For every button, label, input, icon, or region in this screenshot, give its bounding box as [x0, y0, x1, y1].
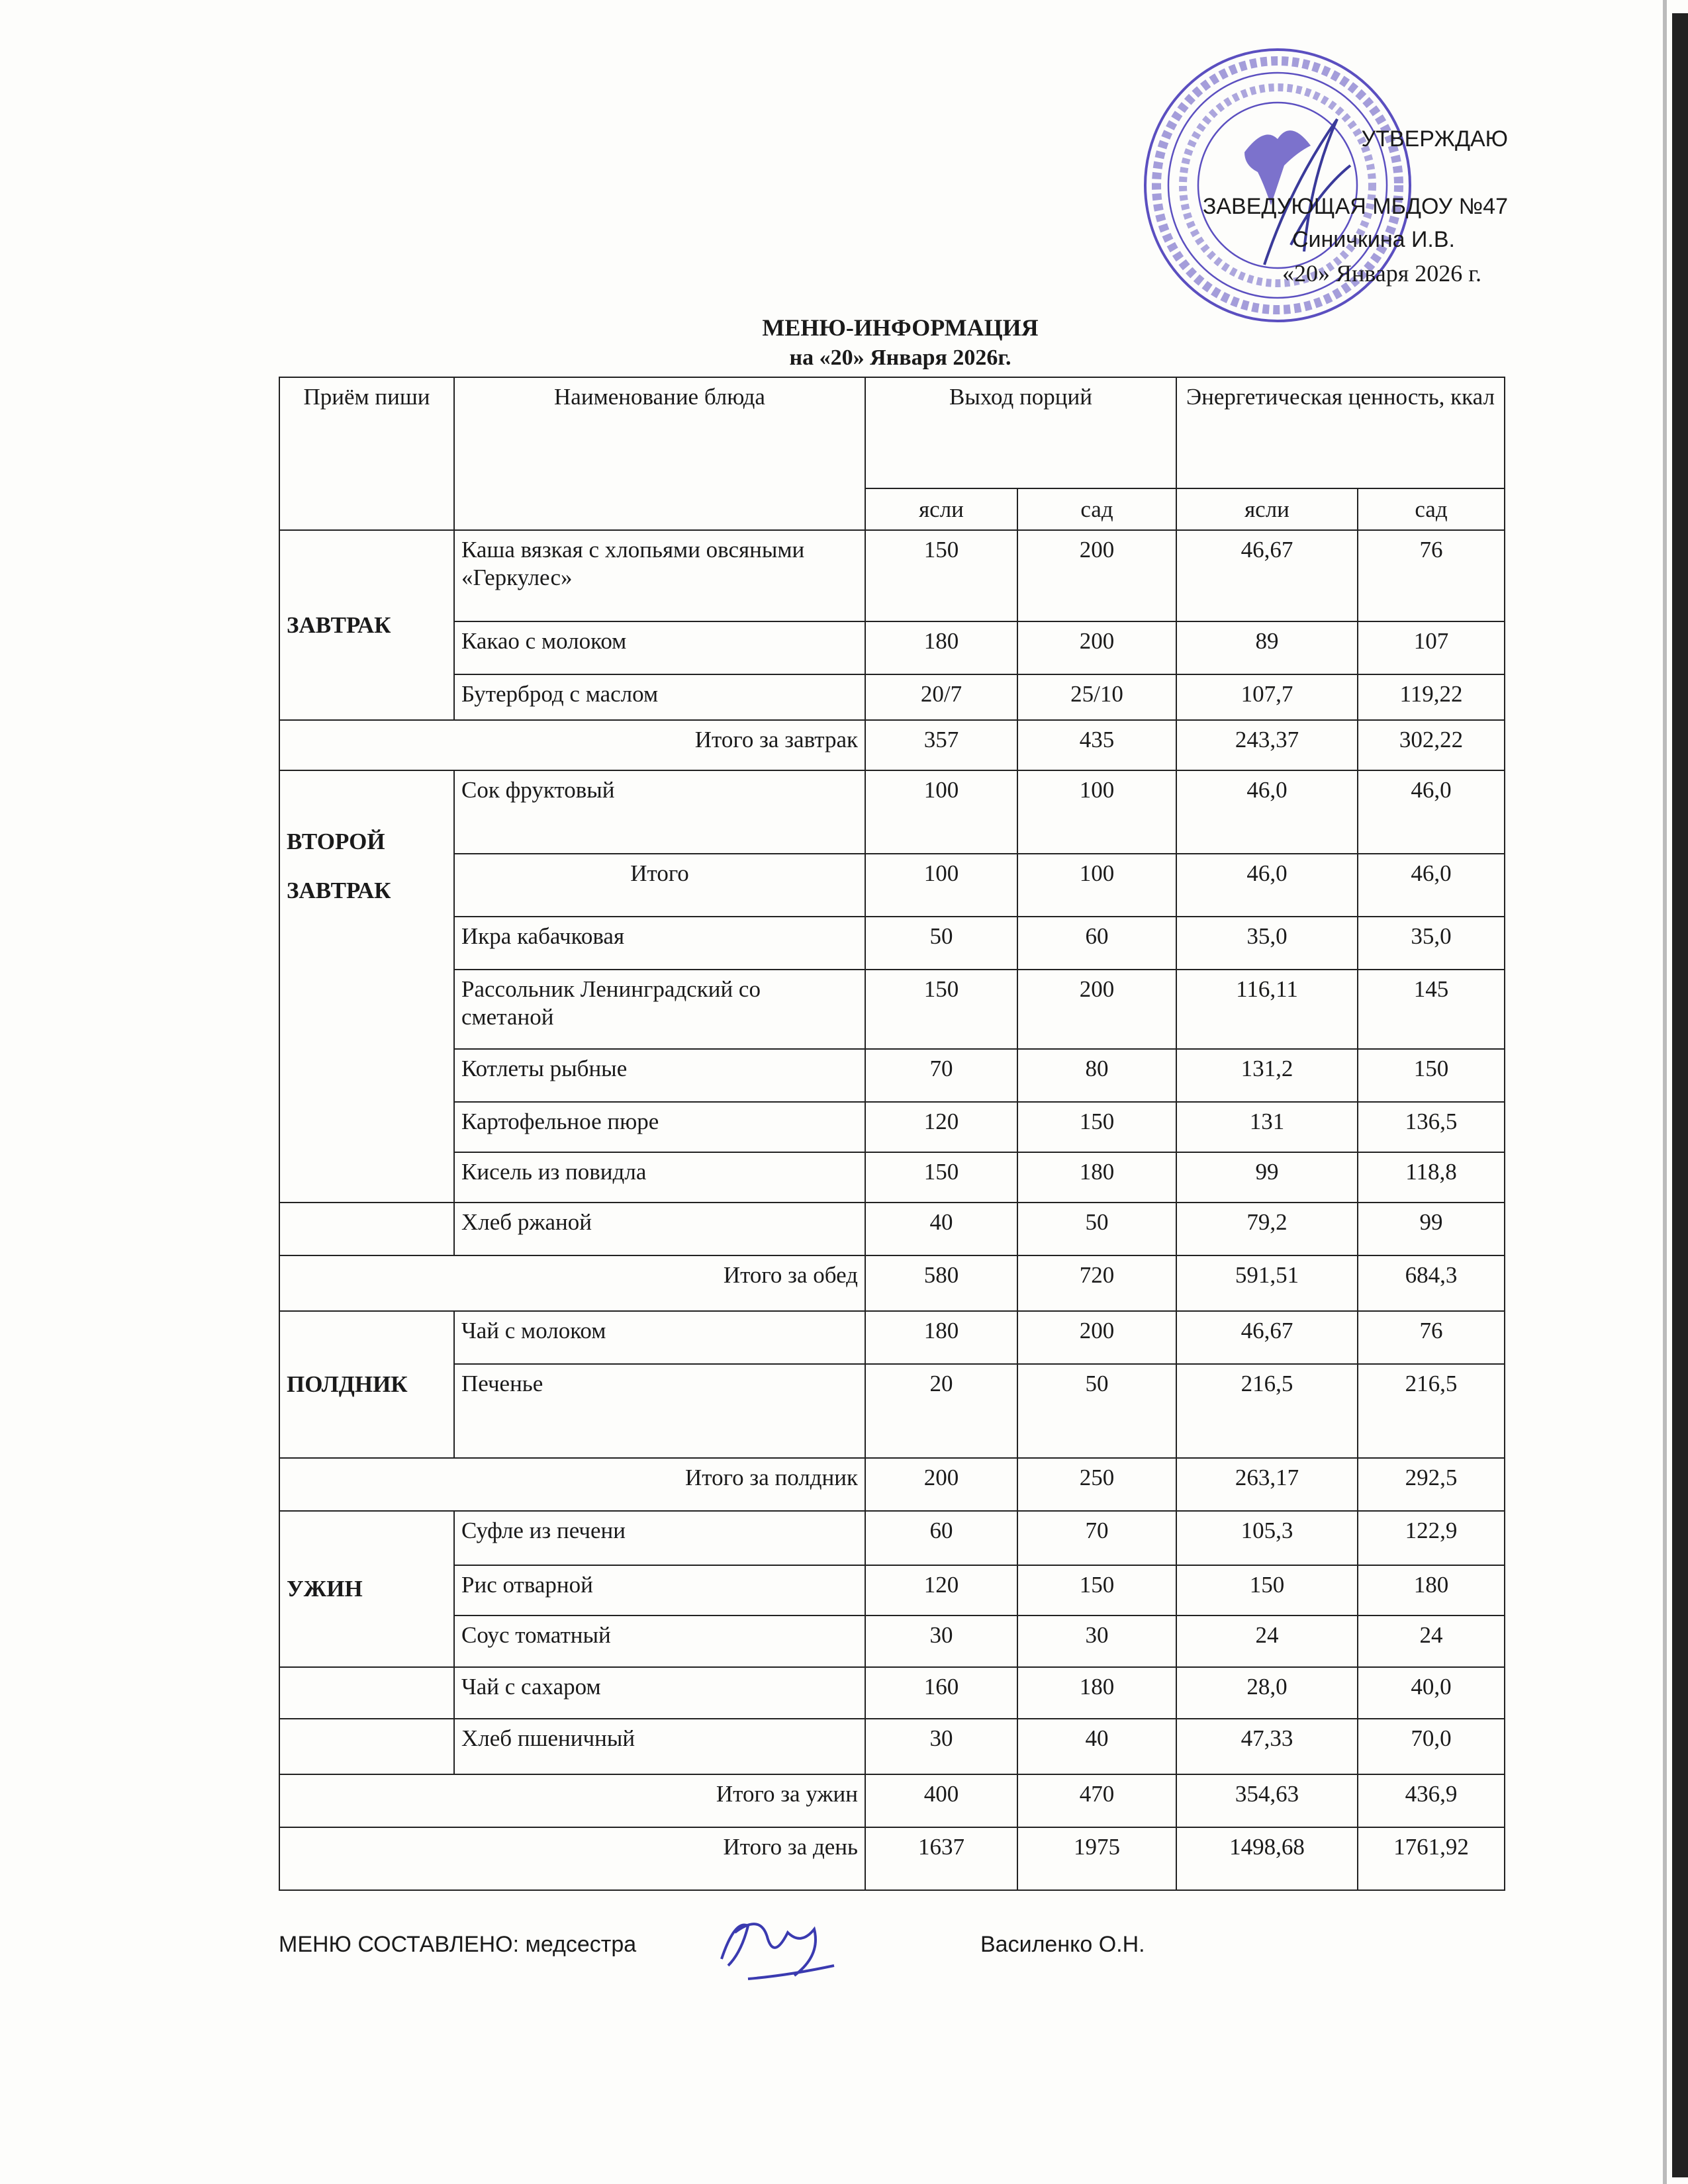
header-output: Выход порций: [865, 377, 1176, 488]
energy-garden: 35,0: [1358, 917, 1505, 970]
total-row: [279, 1458, 1505, 1511]
energy-nursery: 105,3: [1176, 1511, 1358, 1565]
output-garden: 250: [1017, 1458, 1176, 1511]
output-garden: 70: [1017, 1511, 1176, 1565]
output-nursery: 120: [865, 1565, 1017, 1615]
dish-name: Чай с молоком: [454, 1311, 865, 1364]
dish-name: Чай с сахаром: [454, 1667, 865, 1719]
energy-nursery: 46,67: [1176, 1311, 1358, 1364]
output-nursery: 180: [865, 1311, 1017, 1364]
output-nursery: 100: [865, 770, 1017, 854]
energy-garden: 292,5: [1358, 1458, 1505, 1511]
energy-nursery: 28,0: [1176, 1667, 1358, 1719]
dish-name: Рис отварной: [454, 1565, 865, 1615]
energy-nursery: 131: [1176, 1102, 1358, 1152]
energy-nursery: 46,67: [1176, 530, 1358, 621]
total-row: [279, 1774, 1505, 1827]
energy-garden: 76: [1358, 530, 1505, 621]
output-nursery: 100: [865, 854, 1017, 917]
energy-nursery: 216,5: [1176, 1364, 1358, 1458]
energy-nursery: 47,33: [1176, 1719, 1358, 1774]
energy-nursery: 131,2: [1176, 1049, 1358, 1102]
energy-garden: 46,0: [1358, 854, 1505, 917]
table-row: [279, 917, 1505, 970]
approval-date: «20» Января 2026 г.: [1282, 260, 1481, 287]
output-garden: 100: [1017, 854, 1176, 917]
energy-garden: 1761,92: [1358, 1827, 1505, 1890]
dish-name: Икра кабачковая: [454, 917, 865, 970]
output-garden: 50: [1017, 1364, 1176, 1458]
dish-name: Сок фруктовый: [454, 770, 865, 854]
meal-cell-empty: [279, 1719, 454, 1774]
output-nursery: 20/7: [865, 674, 1017, 720]
meal-dinner: УЖИН: [279, 1511, 454, 1667]
output-garden: 80: [1017, 1049, 1176, 1102]
table-row: [279, 1615, 1505, 1667]
energy-nursery: 24: [1176, 1615, 1358, 1667]
table-row: [279, 970, 1505, 1049]
energy-garden: 302,22: [1358, 720, 1505, 770]
table-row: [279, 1511, 1505, 1565]
meal-snack: ПОЛДНИК: [279, 1311, 454, 1458]
dish-name: Какао с молоком: [454, 621, 865, 674]
menu-table: [279, 377, 1505, 1891]
table-row: [279, 530, 1505, 621]
energy-garden: 436,9: [1358, 1774, 1505, 1827]
output-nursery: 180: [865, 621, 1017, 674]
table-row: [279, 1152, 1505, 1203]
dish-name: Соус томатный: [454, 1615, 865, 1667]
approve-label: УТВЕРЖДАЮ: [1361, 126, 1508, 152]
header-energy-nursery: ясли: [1176, 488, 1358, 530]
meal-cell-empty: [279, 1203, 454, 1255]
output-garden: 180: [1017, 1667, 1176, 1719]
dish-name: Хлеб пшеничный: [454, 1719, 865, 1774]
output-nursery: 1637: [865, 1827, 1017, 1890]
output-nursery: 150: [865, 530, 1017, 621]
output-garden: 1975: [1017, 1827, 1176, 1890]
dish-name: Хлеб ржаной: [454, 1203, 865, 1255]
energy-garden: 150: [1358, 1049, 1505, 1102]
table-row: [279, 1049, 1505, 1102]
energy-nursery: 89: [1176, 621, 1358, 674]
footer-nurse-name: Василенко О.Н.: [980, 1932, 1145, 1957]
dish-name: Суфле из печени: [454, 1511, 865, 1565]
total-label: Итого за ужин: [279, 1774, 865, 1827]
energy-nursery: 116,11: [1176, 970, 1358, 1049]
output-nursery: 30: [865, 1719, 1017, 1774]
output-garden: 60: [1017, 917, 1176, 970]
total-label: Итого за полдник: [279, 1458, 865, 1511]
table-row: [279, 1364, 1505, 1458]
energy-garden: 119,22: [1358, 674, 1505, 720]
energy-garden: 180: [1358, 1565, 1505, 1615]
output-garden: 200: [1017, 1311, 1176, 1364]
output-nursery: 120: [865, 1102, 1017, 1152]
energy-garden: 99: [1358, 1203, 1505, 1255]
dish-name: Бутерброд с маслом: [454, 674, 865, 720]
energy-nursery: 354,63: [1176, 1774, 1358, 1827]
output-garden: 40: [1017, 1719, 1176, 1774]
energy-garden: 145: [1358, 970, 1505, 1049]
table-row: [279, 1565, 1505, 1615]
output-nursery: 357: [865, 720, 1017, 770]
energy-nursery: 263,17: [1176, 1458, 1358, 1511]
table-row: [279, 770, 1505, 854]
energy-garden: 118,8: [1358, 1152, 1505, 1203]
output-nursery: 400: [865, 1774, 1017, 1827]
header-energy-garden: сад: [1358, 488, 1505, 530]
header-meal: Приём пиши: [279, 377, 454, 530]
dish-name: Котлеты рыбные: [454, 1049, 865, 1102]
total-label: Итого за завтрак: [279, 720, 865, 770]
total-label: Итого за обед: [279, 1255, 865, 1311]
output-nursery: 70: [865, 1049, 1017, 1102]
footer-label: МЕНЮ СОСТАВЛЕНО: медсестра: [279, 1932, 637, 1957]
table-row: [279, 1203, 1505, 1255]
output-nursery: 150: [865, 1152, 1017, 1203]
energy-nursery: 591,51: [1176, 1255, 1358, 1311]
output-nursery: 20: [865, 1364, 1017, 1458]
energy-garden: 122,9: [1358, 1511, 1505, 1565]
energy-nursery: 1498,68: [1176, 1827, 1358, 1890]
output-garden: 200: [1017, 530, 1176, 621]
table-row: [279, 621, 1505, 674]
table-row: [279, 854, 1505, 917]
table-row: [279, 1311, 1505, 1364]
header-output-nursery: ясли: [865, 488, 1017, 530]
energy-nursery: 150: [1176, 1565, 1358, 1615]
output-nursery: 150: [865, 970, 1017, 1049]
output-garden: 720: [1017, 1255, 1176, 1311]
energy-nursery: 107,7: [1176, 674, 1358, 720]
table-row: [279, 1719, 1505, 1774]
energy-garden: 107: [1358, 621, 1505, 674]
output-garden: 25/10: [1017, 674, 1176, 720]
total-row: [279, 720, 1505, 770]
meal-cell-empty: [279, 1667, 454, 1719]
dish-name: Итого: [454, 854, 865, 917]
output-nursery: 200: [865, 1458, 1017, 1511]
output-nursery: 160: [865, 1667, 1017, 1719]
header-dish: Наименование блюда: [454, 377, 865, 530]
output-garden: 150: [1017, 1565, 1176, 1615]
dish-name: Кисель из повидла: [454, 1152, 865, 1203]
output-garden: 200: [1017, 970, 1176, 1049]
output-nursery: 580: [865, 1255, 1017, 1311]
energy-garden: 684,3: [1358, 1255, 1505, 1311]
output-garden: 470: [1017, 1774, 1176, 1827]
energy-garden: 136,5: [1358, 1102, 1505, 1152]
output-nursery: 60: [865, 1511, 1017, 1565]
output-garden: 435: [1017, 720, 1176, 770]
output-nursery: 30: [865, 1615, 1017, 1667]
total-label: Итого за день: [279, 1827, 865, 1890]
nurse-signature: [708, 1906, 854, 1992]
document-title: МЕНЮ-ИНФОРМАЦИЯ: [762, 314, 1039, 341]
total-row: [279, 1827, 1505, 1890]
header-row: [279, 377, 1505, 488]
energy-nursery: 243,37: [1176, 720, 1358, 770]
table-row: [279, 1667, 1505, 1719]
energy-garden: 70,0: [1358, 1719, 1505, 1774]
energy-garden: 46,0: [1358, 770, 1505, 854]
dish-name: Рассольник Ленинградский со сметаной: [454, 970, 865, 1049]
document-subtitle: на «20» Января 2026г.: [789, 345, 1011, 370]
header-output-garden: сад: [1017, 488, 1176, 530]
energy-garden: 76: [1358, 1311, 1505, 1364]
energy-garden: 216,5: [1358, 1364, 1505, 1458]
output-garden: 180: [1017, 1152, 1176, 1203]
header-energy: Энергетическая ценность, ккал: [1176, 377, 1505, 488]
energy-garden: 40,0: [1358, 1667, 1505, 1719]
dish-name: Каша вязкая с хлопьями овсяными «Геркулес»: [454, 530, 865, 621]
approver-name: Синичкина И.В.: [1291, 227, 1455, 252]
output-garden: 30: [1017, 1615, 1176, 1667]
output-garden: 100: [1017, 770, 1176, 854]
approver-position: ЗАВЕДУЮЩАЯ МБДОУ №47: [1202, 194, 1508, 219]
output-nursery: 40: [865, 1203, 1017, 1255]
output-garden: 200: [1017, 621, 1176, 674]
meal-breakfast: ЗАВТРАК: [279, 530, 454, 720]
energy-nursery: 46,0: [1176, 770, 1358, 854]
energy-nursery: 99: [1176, 1152, 1358, 1203]
table-row: [279, 1102, 1505, 1152]
energy-nursery: 79,2: [1176, 1203, 1358, 1255]
meal-second-breakfast: ВТОРОЙ ЗАВТРАК: [279, 770, 454, 1203]
dish-name: Печенье: [454, 1364, 865, 1458]
energy-nursery: 35,0: [1176, 917, 1358, 970]
output-nursery: 50: [865, 917, 1017, 970]
output-garden: 150: [1017, 1102, 1176, 1152]
table-row: [279, 674, 1505, 720]
total-row: [279, 1255, 1505, 1311]
energy-garden: 24: [1358, 1615, 1505, 1667]
output-garden: 50: [1017, 1203, 1176, 1255]
dish-name: Картофельное пюре: [454, 1102, 865, 1152]
energy-nursery: 46,0: [1176, 854, 1358, 917]
